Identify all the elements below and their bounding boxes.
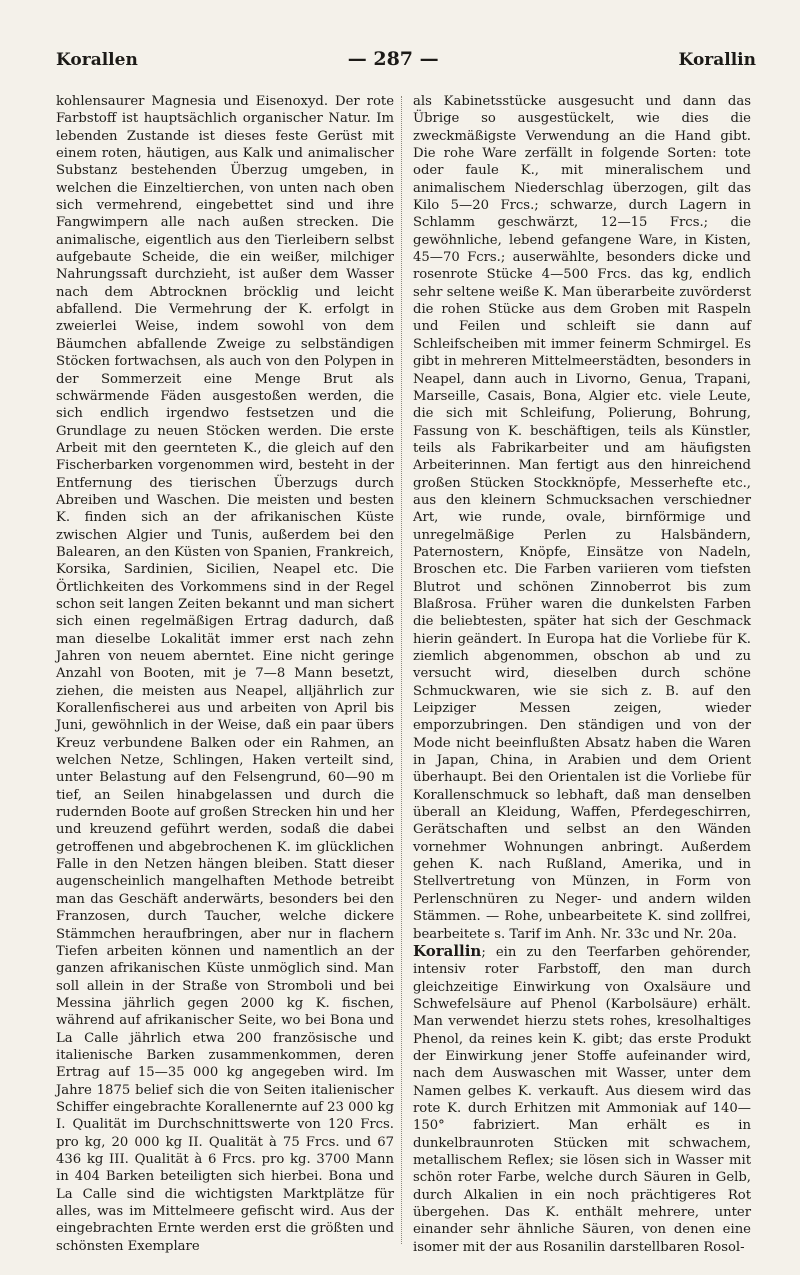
right-column [413,93,751,1256]
left-column-text: kohlensaurer Magnesia und Eisenoxyd. Der rote Farbstoff ist hauptsächlich organischer Natur. Im lebenden Zustande ist dieses feste Gerüst mit einem roten, häutigen, aus Kalk und animalischer Substanz bestehenden Überzug umgeben, in welchen die Einzeltierchen, von unten nach oben sich vermehrend, eingebettet sind und ihre Fangwimpern alle nach außen strecken. Die animalische, eigentlich aus den Tierleibern selbst aufgebaute Scheide, die ein weißer, milchiger Nahrungssaft durchzieht, ist außer dem Wasser nach dem Abtrocknen bröcklig und leicht abfallend. Die Vermehrung der K. erfolgt in zweierlei Weise, indem sowohl von dem Bäumchen abfallende Zweige zu selbständigen Stöcken fortwachsen, als auch von den Polypen in der Sommerzeit eine Menge Brut als schwärmende Fäden ausgestoßen werden, die sich endlich irgendwo festsetzen und die Grundlage zu neuen Stöcken werden. Die erste Arbeit mit den geernteten K., die gleich auf den Fischerbarken vorgenommen wird, besteht in der Entfernung des tierischen Überzugs durch Abreiben und Waschen. Die meisten und besten K. finden sich an der afrikanischen Küste zwischen Algier und Tunis, außerdem bei den Balearen, an den Küsten von Spanien, Frankreich, Korsika, Sardinien, Sicilien, Neapel etc. Die Örtlichkeiten des Vorkommens sind in der Regel schon seit langen Zeiten bekannt und man sichert sich einen regelmäßigen Ertrag dadurch, daß man dieselbe Lokalität immer erst nach zehn Jahren von neuem aberntet. Eine nicht geringe Anzahl von Booten, mit je 7—8 Mann besetzt, ziehen, die meisten aus Neapel, alljährlich zur Korallenfischerei aus und arbeiten von April bis Juni, gewöhnlich in der Weise, daß ein paar übers Kreuz verbundene Balken oder ein Rahmen, an welchen Netze, Schlingen, Haken verteilt sind, unter Belastung auf den Felsengrund, 60—90 m tief, an Seilen hinabgelassen und durch die rudernden Boote auf großen Strecken hin und her und kreuzend geführt werden, sodaß die dabei getroffenen und abgebrochenen K. im glücklichen Falle in den Netzen hängen bleiben. Statt dieser augenscheinlich mangelhaften Methode betreibt man das Geschäft anderwärts, besonders bei den Franzosen, durch Taucher, welche dickere Stämmchen heraufbringen, aber nur in flachern Tiefen arbeiten können und namentlich an der ganzen afrikanischen Küste unmöglich sind. Man soll allein in der Straße von Stromboli und bei Messina jährlich gegen 2000 kg K. fischen, während auf afrikanischer Seite, wo bei Bona und La Calle jährlich etwa 200 französische und italienische Barken zusammenkommen, deren Ertrag auf 15—35 000 kg angegeben wird. Im Jahre 1875 belief sich die von Seiten italienischer Schiffer eingebrachte Korallenernte auf 23 000 kg I. Qualität im Durchschnittswerte von 120 Frcs. pro kg, 20 000 kg II. Qualität à 75 Frcs. und 67 436 kg III. Qualität à 6 Frcs. pro kg. 3700 Mann in 404 Barken beteiligten sich hierbei. Bona und La Calle sind die wichtigsten Marktplätze für alles, was im Mittelmeere gefischt wird. Aus der eingebrachten Ernte werden erst die größten und schönsten Exemplare [56,94,394,1254]
entry-korallin [413,943,751,1256]
left-column [56,93,394,1255]
running-header [56,48,756,74]
entry-body: ; ein zu den Teerfarben gehörender, intensiv roter Farbstoff, den man durch gleichzeitige Einwirkung von Oxalsäure und Schwefelsäure auf Phenol (Karbolsäure) erhält. Man verwendet hierzu stets rohes, kresolhaltiges Phenol, da reines kein K. gibt; das erste Produkt der Einwirkung jener Stoffe aufeinander wird, nach dem Auswaschen mit Wasser, unter dem Namen gelbes K. verkauft. Aus diesem wird das rote K. durch Erhitzen mit Ammoniak auf 140—150° fabriziert. Man erhält es in dunkelbraunroten Stücken mit schwachem, metallischem Reflex; sie lösen sich in Wasser mit schön roter Farbe, welche durch Säuren in Gelb, durch Alkalien in ein noch prächtigeres Rot übergehen. Das K. enthält mehrere, unter einander sehr ähnliche Säuren, von denen eine isomer mit der aus Rosanilin darstellbaren Rosol- [413,944,751,1255]
header-left-keyword: Korallen [56,50,138,70]
header-right-keyword: Korallin [678,50,756,70]
page-number: — 287 — [347,48,439,70]
entry-headword: Korallin [413,941,482,960]
right-column-text-continued: als Kabinetsstücke ausgesucht und dann das Übrige so ausgestückelt, wie dies die zweckmäßigste Verwendung an die Hand gibt. Die rohe Ware zerfällt in folgende Sorten: tote oder faule K., mit mineralischem und animalischem Niederschlag überzogen, gilt das Kilo 5—20 Frcs.; schwarze, durch Lagern in Schlamm geschwärzt, 12—15 Frcs.; die gewöhnliche, lebend gefangene Ware, in Kisten, 45—70 Fcrs.; auserwählte, besonders dicke und rosenrote Stücke 4—500 Frcs. das kg, endlich sehr seltene weiße K. Man überarbeite zuvörderst die rohen Stücke aus dem Groben mit Raspeln und Feilen und schleift sie dann auf Schleifscheiben mit immer feinerm Schmirgel. Es gibt in mehreren Mittelmeerstädten, besonders in Neapel, dann auch in Livorno, Genua, Trapani, Marseille, Casais, Bona, Algier etc. viele Leute, die sich mit Schleifung, Polierung, Bohrung, Fassung von K. beschäftigen, teils als Künstler, teils als Fabrikarbeiter und am häufigsten Arbeiterinnen. Man fertigt aus den hinreichend großen Stücken Stockknöpfe, Messerhefte etc., aus den kleinern Schmucksachen verschiedner Art, wie runde, ovale, birnförmige und unregelmäßige Perlen zu Halsbändern, Paternostern, Knöpfe, Einsätze von Nadeln, Broschen etc. Die Farben variieren vom tiefsten Blutrot und schönen Zinnoberrot bis zum Blaßrosa. Früher waren die dunkelsten Farben die beliebtesten, später hat sich der Geschmack hierin geändert. In Europa hat die Vorliebe für K. ziemlich abgenommen, obschon ab und zu versucht wird, dieselben durch schöne Schmuckwaren, wie sie sich z. B. auf den Leipziger Messen zeigen, wieder emporzubringen. Den ständigen und von der Mode nicht beeinflußten Absatz haben die Waren in Japan, China, in Arabien und dem Orient überhaupt. Bei den Orientalen ist die Vorliebe für Korallenschmuck so lebhaft, daß man denselben überall an Kleidung, Waffen, Pferdegeschirren, Gerätschaften und selbst an den Wänden vornehmer Wohnungen anbringt. Außerdem gehen K. nach Rußland, Amerika, und in Stellvertretung von Münzen, in Form von Perlenschnüren zu Neger- und andern wilden Stämmen. — Rohe, unbearbeitete K. sind zollfrei, bearbeitete s. Tarif im Anh. Nr. 33c und Nr. 20a. [413,94,751,942]
column-divider [401,96,402,1244]
